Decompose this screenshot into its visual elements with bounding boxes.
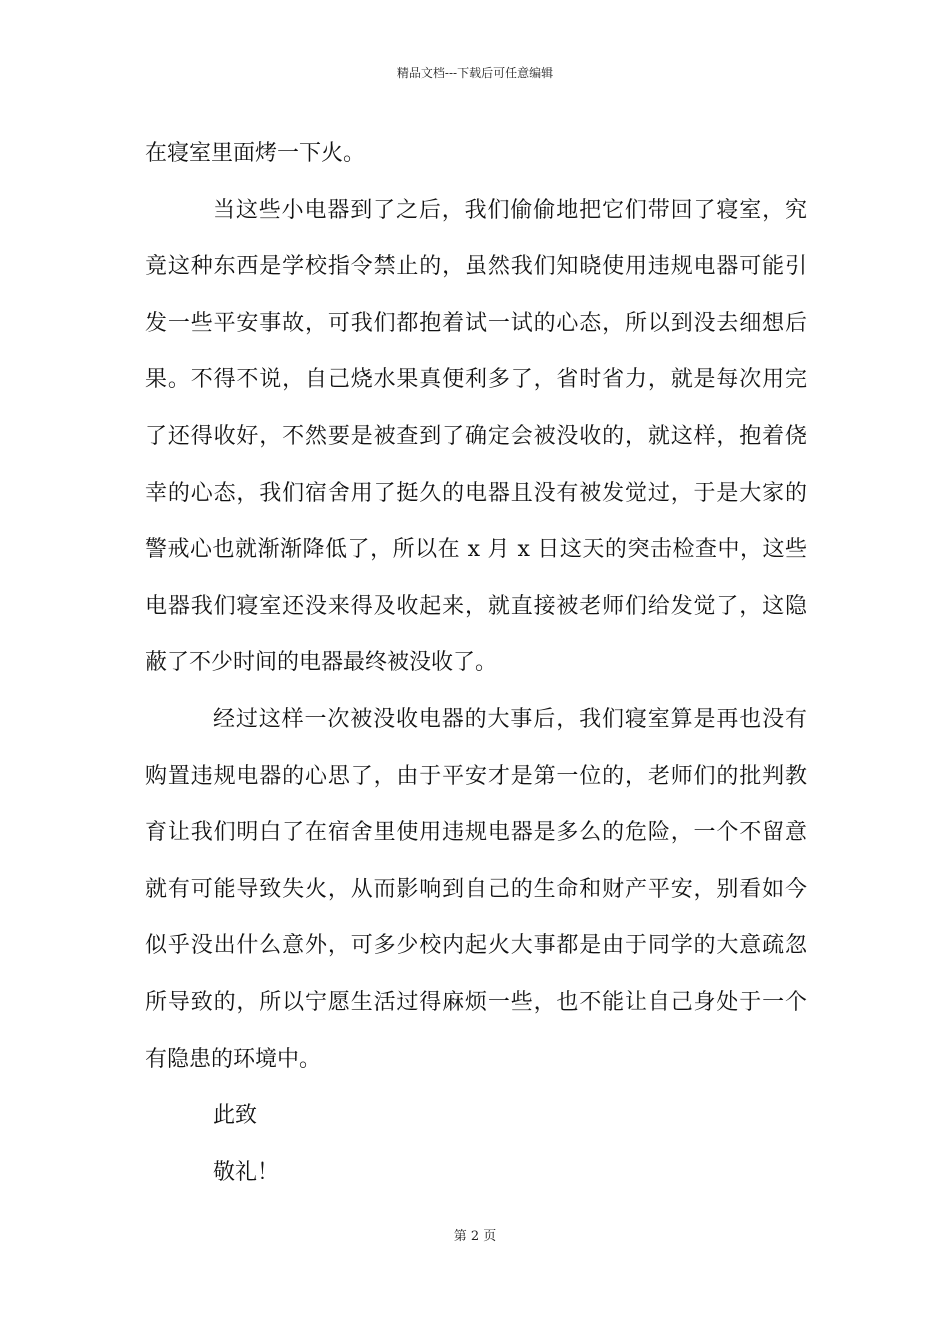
page-header: 精品文档---下载后可任意编辑 bbox=[396, 66, 554, 80]
body-line: 当这些小电器到了之后，我们偷偷地把它们带回了寝室，究 bbox=[213, 197, 807, 223]
closing-line: 此致 bbox=[213, 1103, 258, 1129]
body-line: 有隐患的环境中。 bbox=[145, 1046, 322, 1072]
body-line: 似乎没出什么意外，可多少校内起火大事都是由于同学的大意疏忽 bbox=[145, 933, 807, 959]
body-line: 所导致的，所以宁愿生活过得麻烦一些，也不能让自己身处于一个 bbox=[145, 989, 807, 1015]
body-line: 电器我们寝室还没来得及收起来，就直接被老师们给发觉了，这隐 bbox=[145, 593, 807, 619]
closing-line: 敬礼！ bbox=[213, 1159, 280, 1185]
body-line: 就有可能导致失火，从而影响到自己的生命和财产平安，别看如今 bbox=[145, 876, 807, 902]
document-body bbox=[145, 126, 807, 1201]
body-line: 在寝室里面烤一下火。 bbox=[145, 141, 366, 166]
body-line: 发一些平安事故，可我们都抱着试一试的心态，所以到没去细想后 bbox=[145, 310, 807, 336]
body-line: 购置违规电器的心思了，由于平安才是第一位的，老师们的批判教 bbox=[145, 763, 807, 789]
body-line: 竟这种东西是学校指令禁止的，虽然我们知晓使用违规电器可能引 bbox=[145, 254, 807, 280]
page-number: 第 2 页 bbox=[453, 1229, 497, 1244]
body-line: 了还得收好，不然要是被查到了确定会被没收的，就这样，抱着侥 bbox=[145, 423, 807, 449]
body-line: 经过这样一次被没收电器的大事后，我们寝室算是再也没有 bbox=[213, 706, 807, 732]
body-line: 幸的心态，我们宿舍用了挺久的电器且没有被发觉过，于是大家的 bbox=[145, 480, 807, 506]
body-line: 果。不得不说，自己烧水果真便利多了，省时省力，就是每次用完 bbox=[145, 367, 807, 393]
body-line: 警戒心也就渐渐降低了，所以在 x 月 x 日这天的突击检查中，这些 bbox=[145, 537, 807, 563]
body-line: 蔽了不少时间的电器最终被没收了。 bbox=[145, 650, 498, 676]
body-line: 育让我们明白了在宿舍里使用违规电器是多么的危险，一个不留意 bbox=[145, 820, 807, 846]
